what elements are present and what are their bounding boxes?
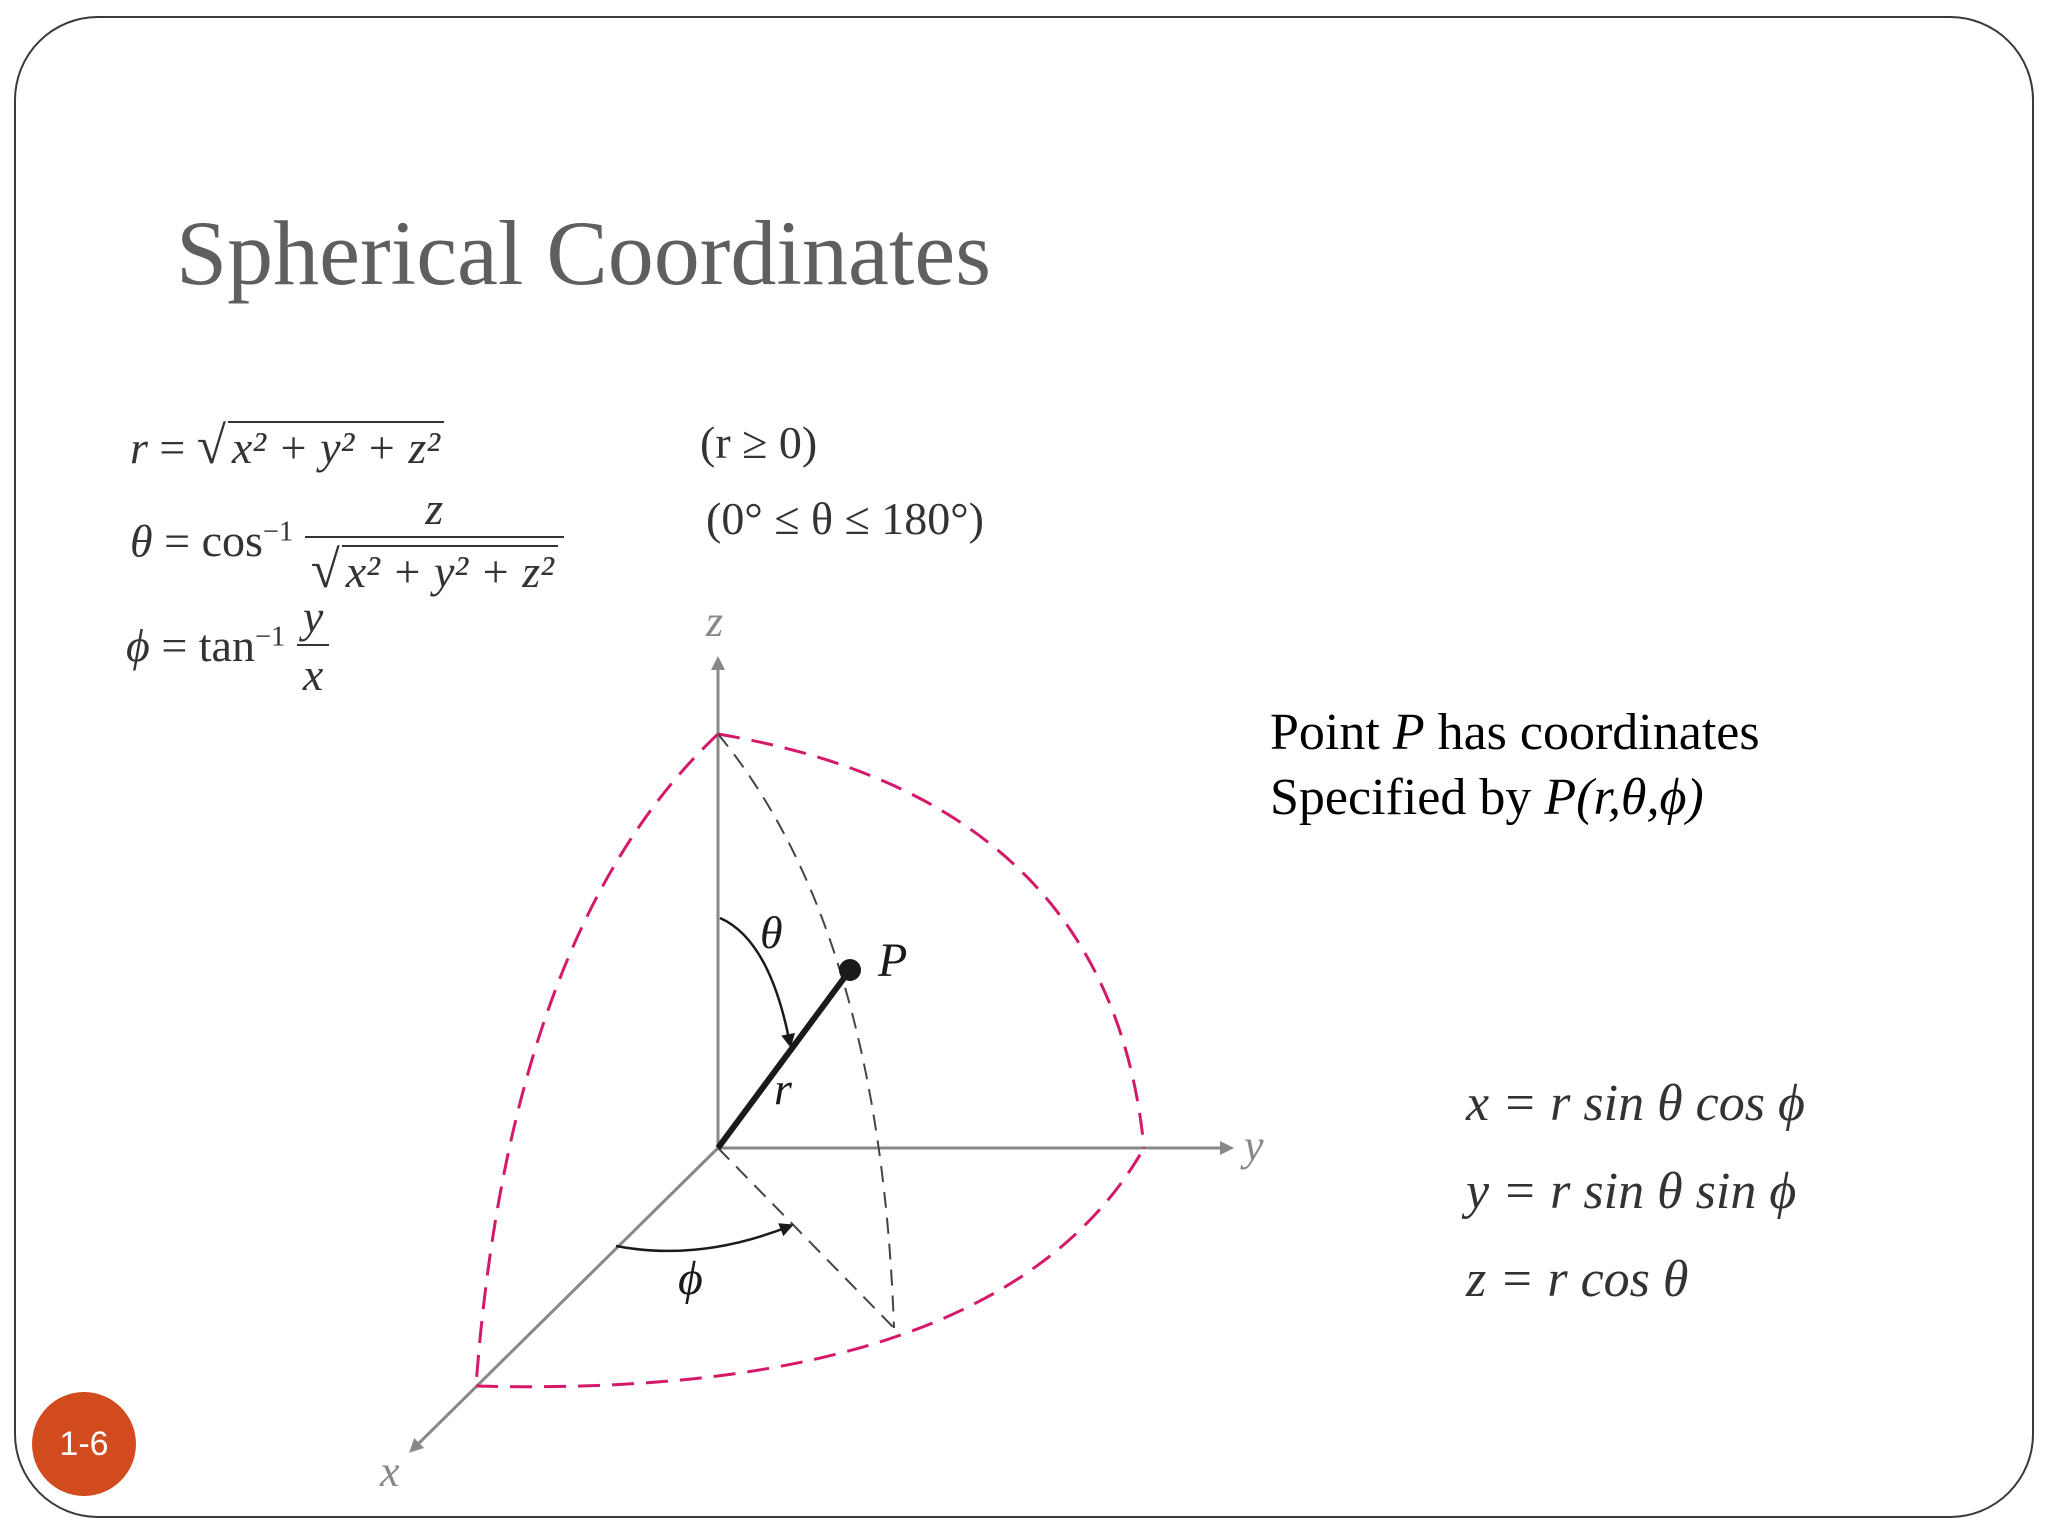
formula-phi-denominator: x [297, 644, 329, 698]
formula-phi-equals: = [161, 620, 188, 671]
projection-line [718, 1148, 894, 1328]
desc-line1-b: has coordinates [1424, 704, 1760, 761]
formula-r-radicand: x² + y² + z² [228, 421, 444, 471]
conversion-x: x = r sin θ cos ϕ [1466, 1075, 1805, 1132]
phi-arc [616, 1226, 790, 1251]
formula-r-lhs: r [130, 422, 148, 473]
formula-theta-numerator: z [425, 483, 444, 534]
point-description-line2 [1270, 765, 1760, 830]
y-axis-label: y [1244, 1121, 1264, 1170]
point-description-line1 [1270, 700, 1760, 765]
formula-phi-numerator: y [302, 591, 324, 642]
x-axis [412, 1148, 718, 1450]
desc-line1-a: Point [1270, 704, 1393, 761]
point-p-marker [839, 959, 861, 981]
formula-r-condition: (r ≥ 0) [700, 417, 818, 468]
phi-label: ϕ [678, 1252, 703, 1305]
slide-number-badge: 1-6 [32, 1392, 136, 1496]
desc-line2-a: Specified by [1270, 769, 1545, 826]
formula-theta-sup: −1 [262, 516, 294, 548]
formula-phi-lhs: ϕ [126, 620, 150, 671]
conversion-y: y = r sin θ sin ϕ [1466, 1163, 1797, 1220]
radius-line [718, 970, 850, 1148]
formula-theta-lhs: θ [130, 515, 153, 567]
point-description [1270, 700, 1760, 830]
desc-line2-args: (r,θ,ϕ) [1576, 769, 1704, 826]
theta-label: θ [760, 907, 783, 958]
conversion-z: z = r cos θ [1466, 1251, 1689, 1308]
formula-phi-fn: tan [198, 620, 255, 671]
desc-line1-p: P [1392, 704, 1425, 761]
r-label: r [774, 1063, 792, 1114]
formula-theta-denominator: x² + y² + z² [342, 545, 558, 595]
formula-r-equals: = [159, 422, 186, 473]
formula-theta-fn: cos [201, 515, 263, 567]
sqrt-symbol: √ [310, 541, 340, 599]
octant-boundary-xy [476, 1148, 1144, 1387]
x-axis-label: x [380, 1447, 400, 1496]
formula-theta-condition: (0° ≤ θ ≤ 180°) [706, 493, 984, 544]
desc-line2-p: P [1544, 769, 1577, 826]
sqrt-symbol: √ [196, 417, 226, 475]
z-axis-label: z [706, 597, 724, 646]
formula-phi-sup: −1 [254, 621, 286, 653]
slide-title: Spherical Coordinates [176, 202, 992, 304]
point-p-label: P [878, 934, 908, 987]
formula-theta-equals: = [164, 515, 191, 567]
